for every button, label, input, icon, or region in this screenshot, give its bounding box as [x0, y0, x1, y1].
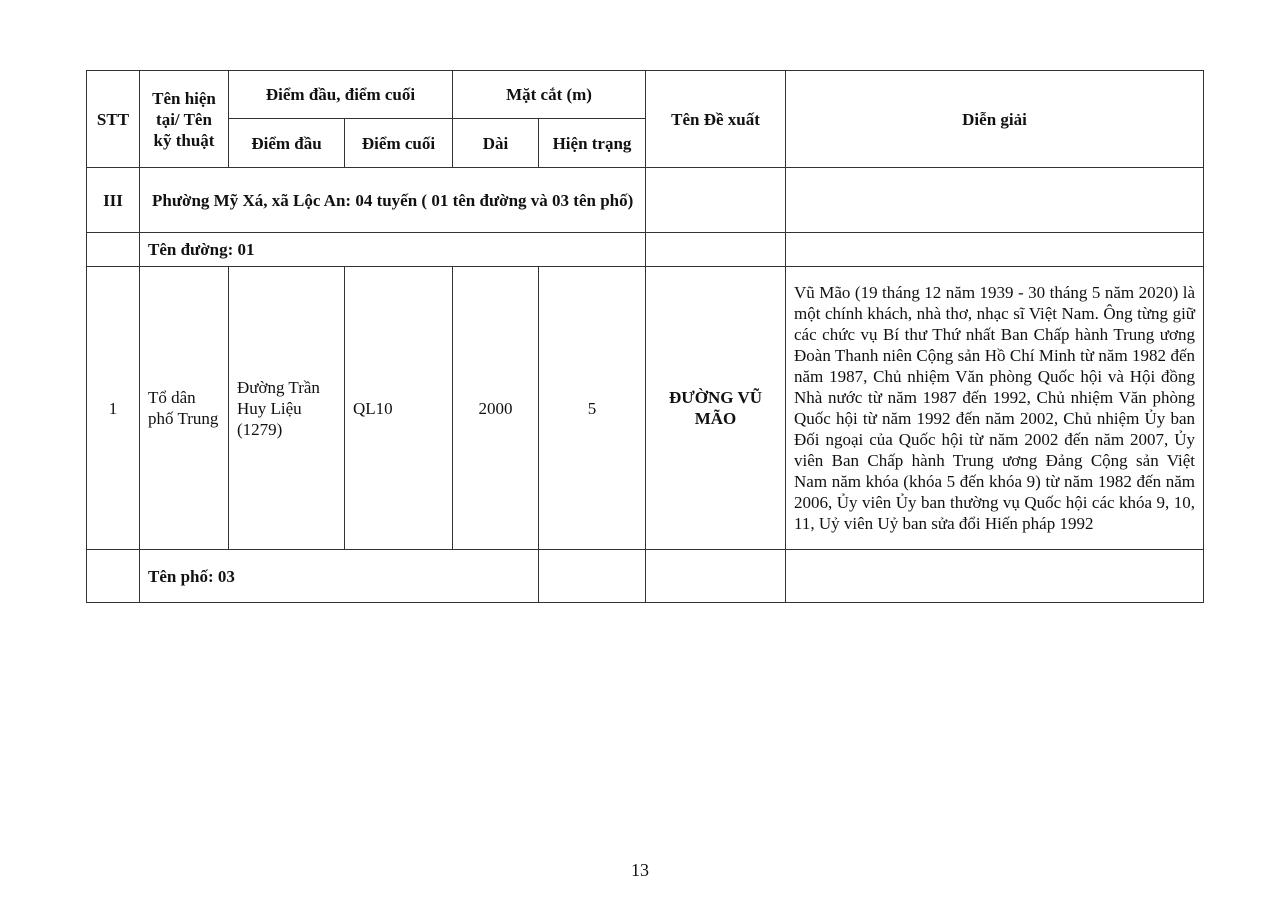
empty-cell — [539, 550, 646, 603]
row-start-point: Đường Trần Huy Liệu (1279) — [229, 267, 345, 550]
col-current-status-header: Hiện trạng — [539, 119, 646, 168]
page-number: 13 — [631, 860, 649, 880]
empty-cell — [87, 550, 140, 603]
col-proposed-name-header: Tên Đề xuất — [646, 71, 786, 168]
row-current-status: 5 — [539, 267, 646, 550]
section-title: Phường Mỹ Xá, xã Lộc An: 04 tuyến ( 01 tên đường và 03 tên phố) — [140, 168, 646, 233]
empty-cell — [87, 233, 140, 267]
col-endpoints-header: Điểm đầu, điểm cuối — [229, 71, 453, 119]
street-group-row — [87, 550, 1204, 603]
section-row — [87, 168, 1204, 233]
empty-cell — [786, 550, 1204, 603]
empty-cell — [646, 233, 786, 267]
row-current-name: Tổ dân phố Trung — [140, 267, 229, 550]
empty-cell — [646, 550, 786, 603]
street-naming-table — [86, 70, 1204, 603]
section-number: III — [87, 168, 140, 233]
section-empty-cell — [646, 168, 786, 233]
row-explanation: Vũ Mão (19 tháng 12 năm 1939 - 30 tháng 5 năm 2020) là một chính khách, nhà thơ, nhạc sĩ Việt Nam. Ông từng giữ các chức vụ Bí thư Thứ nhất Ban Chấp hành Trung ương Đoàn Thanh niên Cộng sản Hồ Chí Minh từ năm 1982 đến năm 1987, Chủ nhiệm Văn phòng Quốc hội và Hội đồng Nhà nước từ năm 1987 đến 1992, Chủ nhiệm Văn phòng Quốc hội từ năm 1992 đến năm 2002, Chủ nhiệm Ủy ban Đối ngoại của Quốc hội từ năm 2002 đến năm 2007, Ủy viên Ban Chấp hành Trung ương Đảng Cộng sản Việt Nam năm khóa (khóa 5 đến khóa 9) từ năm 1982 đến năm 2006, Ủy viên Ủy ban thường vụ Quốc hội các khóa 9, 10, 11, Uỷ viên Uỷ ban sửa đổi Hiến pháp 1992 — [786, 267, 1204, 550]
street-count-label: Tên đường: 01 — [140, 233, 646, 267]
row-end-point: QL10 — [345, 267, 453, 550]
col-current-name-header: Tên hiện tại/ Tên kỹ thuật — [140, 71, 229, 168]
row-length: 2000 — [453, 267, 539, 550]
section-empty-cell — [786, 168, 1204, 233]
street-group-label: Tên phố: 03 — [140, 550, 539, 603]
col-cross-section-header: Mặt cắt (m) — [453, 71, 646, 119]
col-stt-header: STT — [87, 71, 140, 168]
row-stt: 1 — [87, 267, 140, 550]
row-proposed-name: ĐƯỜNG VŨ MÃO — [646, 267, 786, 550]
table-row — [87, 267, 1204, 550]
col-length-header: Dài — [453, 119, 539, 168]
header-row-1 — [87, 71, 1204, 119]
col-start-point-header: Điểm đầu — [229, 119, 345, 168]
col-end-point-header: Điểm cuối — [345, 119, 453, 168]
col-explanation-header: Diễn giải — [786, 71, 1204, 168]
empty-cell — [786, 233, 1204, 267]
street-count-row — [87, 233, 1204, 267]
